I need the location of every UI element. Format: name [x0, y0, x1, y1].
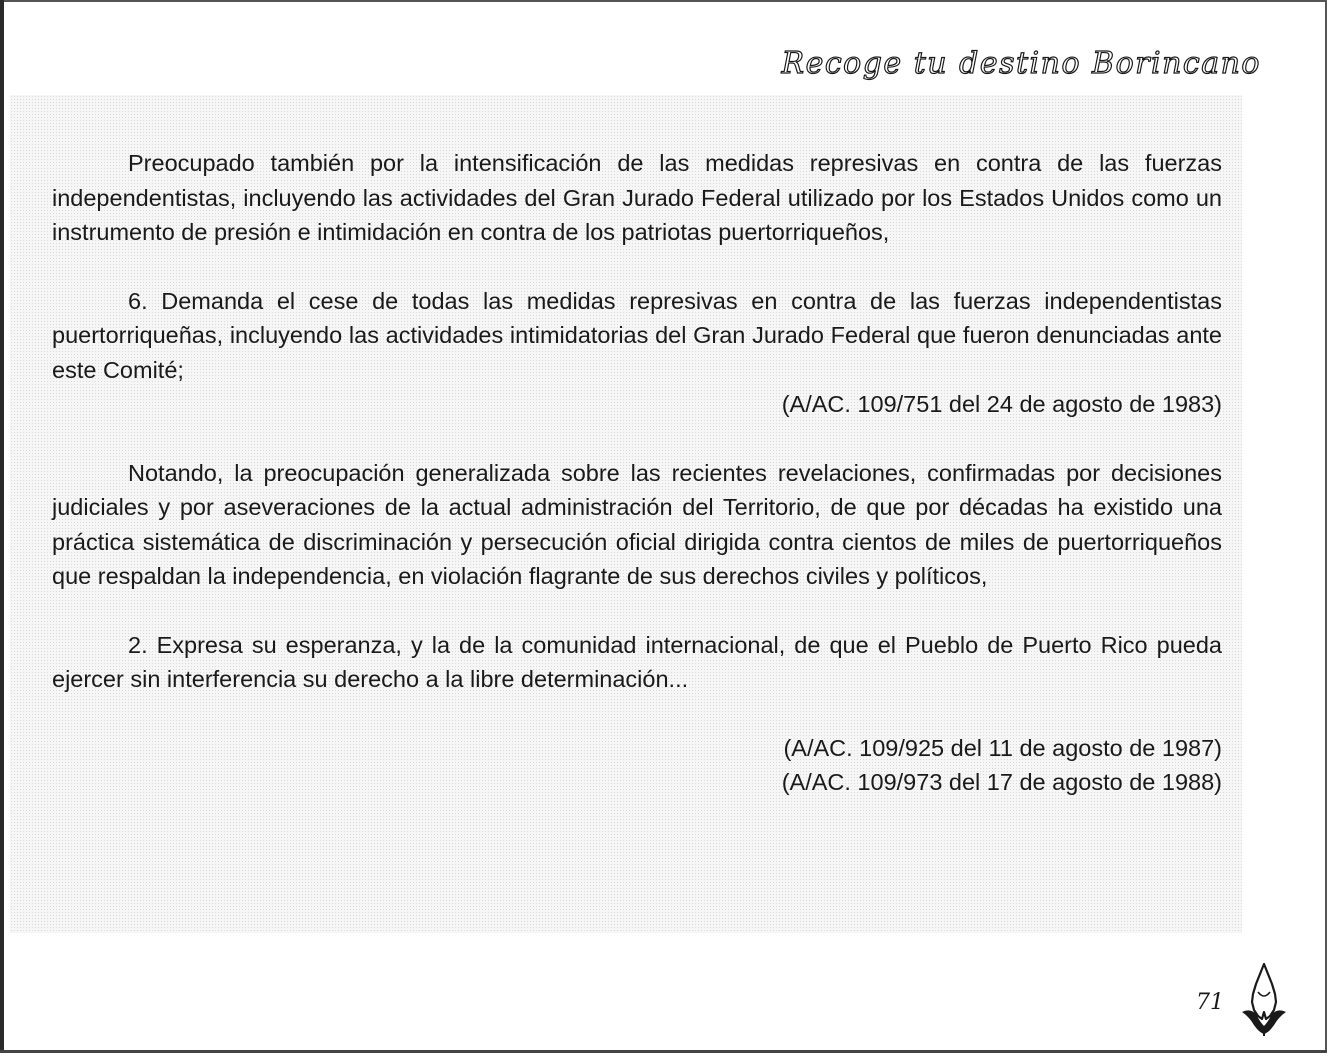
paragraph-expresa: 2. Expresa su esperanza, y la de la comunidad internacional, de que el Pueblo de Puerto Rico pueda ejercer sin interferencia su derecho a la libre determinación... — [52, 631, 1222, 692]
scan-edge-top — [0, 0, 1327, 2]
reference-1988: (A/AC. 109/973 del 17 de agosto de 1988) — [781, 769, 1222, 795]
reference-1987: (A/AC. 109/925 del 11 de agosto de 1987) — [783, 734, 1222, 761]
reference-1983: (A/AC. 109/751 del 24 de agosto de 1983) — [781, 391, 1222, 417]
flame-ornament-icon — [1236, 962, 1292, 1038]
page-number: 71 — [1196, 990, 1224, 1015]
paragraph-notando: Notando, la preocupación generalizada sobre las recientes revelaciones, confirmadas por decisiones judiciales y por aseveraciones de la actual administración del Territorio, de que por décadas ha existido una práctica sistemática de discriminación y persecución oficial dirigida contra cientos de miles de puertorriqueños que respaldan la independencia, en violación flagrante de sus derechos civiles y políticos, — [52, 459, 1222, 589]
running-header: Recoge tu destino Borincano — [781, 46, 1261, 81]
paragraph-preocupado: Preocupado también por la intensificación de las medidas represivas en contra de las fuerzas independentistas, incluyendo las actividades del Gran Jurado Federal utilizado por los Estados Unidos como un instrumento de presión e intimidación en contra de los patriotas puertorriqueños, — [52, 150, 1222, 245]
paragraph-demanda: 6. Demanda el cese de todas las medidas represivas en contra de las fuerzas independentistas puertorriqueñas, incluyendo las actividades intimidatorias del Gran Jurado Federal que fueron denunciadas ante este Comité; — [52, 287, 1222, 383]
scan-edge-left — [0, 0, 4, 1053]
body-text — [52, 146, 1222, 800]
